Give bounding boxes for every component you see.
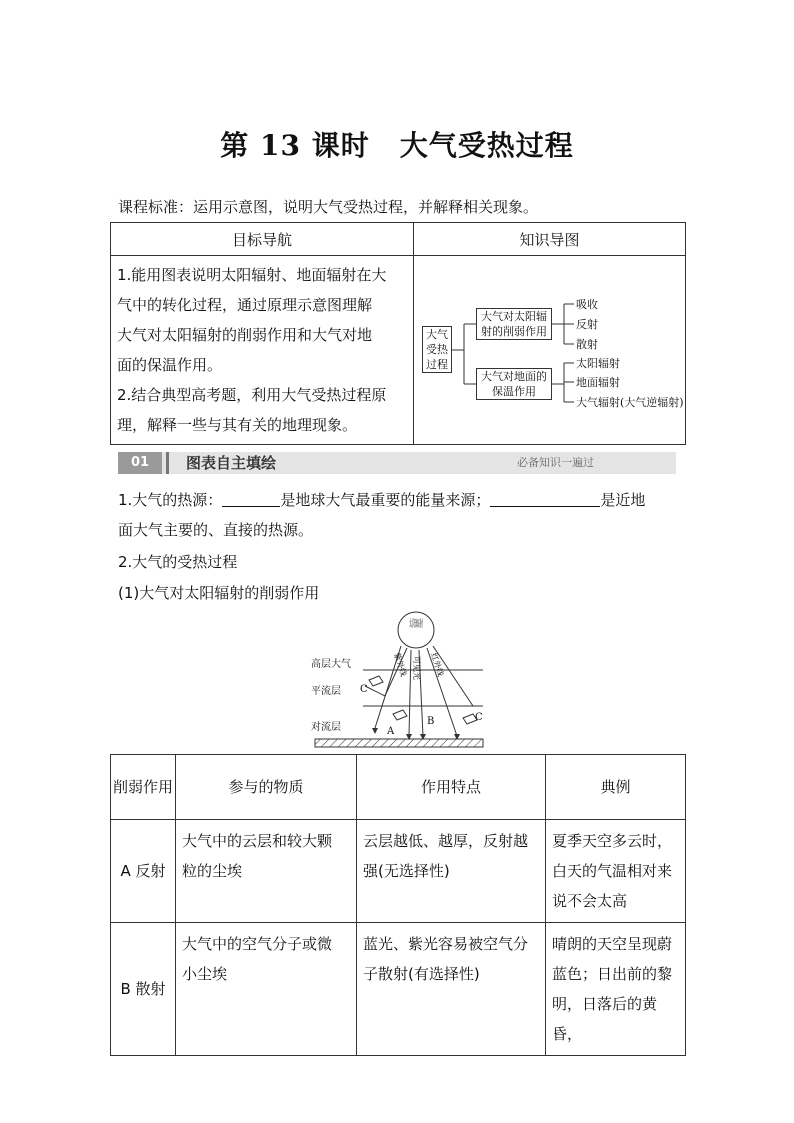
ground — [315, 739, 483, 747]
col-header: 参与的物质 — [176, 755, 357, 820]
table-row — [111, 923, 686, 1056]
goals-cell — [111, 256, 414, 445]
layer-strat-label: 平流层 — [311, 686, 341, 697]
row-category: A 反射 — [111, 820, 176, 923]
row-example: 晴朗的天空呈现蔚 蓝色；日出前的黎 明，日落后的黄昏， — [546, 923, 686, 1056]
header-goals: 目标导航 — [111, 223, 414, 256]
mindmap-root: 大气受热过程 — [422, 326, 452, 373]
q1-text: 1.大气的热源： — [118, 491, 223, 509]
goal-line: 面的保温作用。 — [117, 356, 223, 374]
q1-text: 是地球大气最重要的能量来源； — [280, 491, 491, 509]
header-mindmap: 知识导图 — [414, 223, 686, 256]
row-feature: 云层越低、越厚，反射越 强(无选择性) — [357, 820, 546, 923]
visible-ray-label: 可见光 — [412, 656, 421, 680]
label-c-right: C — [475, 712, 483, 723]
mindmap-branch-weakening: 大气对太阳辐射的削弱作用 — [476, 308, 552, 340]
row-matter: 大气中的云层和较大颗 粒的尘埃 — [176, 820, 357, 923]
goal-line: 理，解释一些与其有关的地理现象。 — [117, 416, 358, 434]
question-2-1: (1)大气对太阳辐射的削弱作用 — [118, 584, 320, 602]
lesson-topic: 大气受热过程 — [399, 129, 574, 162]
mindmap-leaf: 散射 — [576, 338, 598, 351]
ir-ray-label: 红外线 — [429, 651, 446, 678]
goal-line: 1.能用图表说明太阳辐射、地面辐射在大 — [117, 266, 387, 284]
curriculum-standard: 课程标准：运用示意图，说明大气受热过程，并解释相关现象。 — [118, 198, 539, 216]
arrow-icon — [372, 728, 378, 734]
layer-trop-label: 对流层 — [311, 722, 341, 733]
goal-line: 大气对太阳辐射的削弱作用和大气对地 — [117, 326, 373, 344]
mindmap-branch-insulation: 大气对地面的保温作用 — [476, 368, 552, 400]
answer-blank[interactable] — [490, 490, 600, 507]
layer-high-label: 高层大气 — [311, 659, 351, 670]
mindmap-leaf: 吸收 — [576, 298, 598, 311]
row-category: B 散射 — [111, 923, 176, 1056]
answer-blank[interactable] — [222, 490, 280, 507]
lesson-number: 第 13 课时 — [220, 129, 370, 162]
sun-label — [409, 617, 423, 630]
col-header: 典例 — [546, 755, 686, 820]
sun-icon — [398, 612, 434, 648]
objectives-table — [110, 222, 686, 445]
mindmap-cell — [414, 256, 686, 445]
layer-lines — [363, 670, 483, 706]
label-a: A — [387, 726, 395, 737]
goal-line: 2.结合典型高考题，利用大气受热过程原 — [117, 386, 387, 404]
row-matter: 大气中的空气分子或微 小尘埃 — [176, 923, 357, 1056]
solar-radiation-diagram — [305, 610, 505, 750]
section-divider — [166, 452, 169, 474]
q1-text: 是近地 — [600, 491, 646, 509]
page-title — [0, 124, 794, 164]
cloud-icon — [369, 676, 383, 686]
visible-ray-1 — [409, 650, 411, 736]
mindmap-leaf: 反射 — [576, 318, 598, 331]
mindmap-leaf: 地面辐射 — [576, 376, 620, 389]
question-1 — [118, 485, 645, 515]
section-banner — [118, 452, 676, 474]
mindmap-leaf: 太阳辐射 — [576, 357, 620, 370]
mindmap-leaf: 大气辐射(大气逆辐射) — [576, 396, 684, 409]
col-header: 作用特点 — [357, 755, 546, 820]
label-b: B — [427, 716, 435, 727]
section-subtitle: 必备知识一遍过 — [517, 456, 594, 469]
mindmap-connectors — [414, 256, 698, 442]
question-2: 2.大气的受热过程 — [118, 553, 238, 571]
uv-ray-label: 紫外线 — [392, 651, 409, 678]
cloud-icon — [393, 710, 407, 720]
row-feature: 蓝光、紫光容易被空气分 子散射(有选择性) — [357, 923, 546, 1056]
table-row — [111, 820, 686, 923]
section-number: 01 — [118, 452, 162, 474]
col-header: 削弱作用 — [111, 755, 176, 820]
question-1-cont: 面大气主要的、直接的热源。 — [118, 521, 314, 539]
section-title: 图表自主填绘 — [186, 454, 277, 472]
label-c-left: C — [360, 684, 368, 695]
row-example: 夏季天空多云时， 白天的气温相对来 说不会太高 — [546, 820, 686, 923]
weakening-table — [110, 754, 686, 1056]
goal-line: 气中的转化过程，通过原理示意图理解 — [117, 296, 373, 314]
